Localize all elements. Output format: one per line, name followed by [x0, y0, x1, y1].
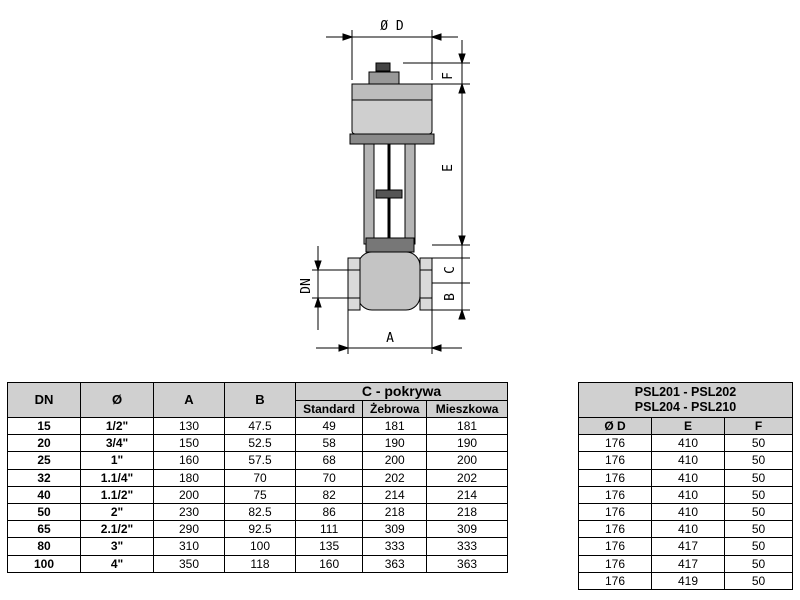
cell-c-mieszkowa: 200	[427, 452, 508, 469]
table-row	[579, 555, 793, 572]
cell-c-zebrowa: 190	[363, 435, 427, 452]
cell-phi: 1/2"	[81, 418, 154, 435]
table-row	[8, 469, 508, 486]
cell-b: 75	[225, 486, 296, 503]
dimensions-table	[7, 382, 508, 573]
cell-c-standard: 160	[296, 555, 363, 572]
cell-c-standard: 135	[296, 538, 363, 555]
table-row	[579, 452, 793, 469]
actuator-housing-shade	[352, 84, 432, 100]
cell-c-zebrowa: 333	[363, 538, 427, 555]
cell-c-standard: 70	[296, 469, 363, 486]
table-row	[8, 452, 508, 469]
cell-b: 47.5	[225, 418, 296, 435]
cell-d: 176	[579, 469, 652, 486]
table-row	[8, 486, 508, 503]
cell-f: 50	[725, 469, 793, 486]
cell-e: 410	[652, 435, 725, 452]
cell-dn: 80	[8, 538, 81, 555]
table-row	[579, 469, 793, 486]
cell-phi: 1.1/2"	[81, 486, 154, 503]
valve-body	[358, 252, 420, 310]
table-row	[579, 504, 793, 521]
cell-b: 118	[225, 555, 296, 572]
cell-b: 57.5	[225, 452, 296, 469]
cell-c-standard: 68	[296, 452, 363, 469]
cell-e: 410	[652, 486, 725, 503]
cell-d: 176	[579, 452, 652, 469]
col-phi-header: Ø	[81, 383, 154, 418]
bonnet	[366, 238, 414, 252]
cell-d: 176	[579, 555, 652, 572]
cell-phi: 2.1/2"	[81, 521, 154, 538]
stem-coupling	[376, 190, 402, 198]
cell-b: 52.5	[225, 435, 296, 452]
cell-b: 82.5	[225, 504, 296, 521]
cell-a: 290	[154, 521, 225, 538]
cell-c-zebrowa: 363	[363, 555, 427, 572]
cell-a: 160	[154, 452, 225, 469]
cell-c-mieszkowa: 202	[427, 469, 508, 486]
cell-a: 310	[154, 538, 225, 555]
label-c: C	[443, 266, 458, 274]
cell-c-mieszkowa: 214	[427, 486, 508, 503]
cell-c-standard: 82	[296, 486, 363, 503]
dim-d-arrow-left	[343, 34, 352, 40]
cell-c-zebrowa: 214	[363, 486, 427, 503]
col-c-zebrowa-header: Żebrowa	[363, 400, 427, 418]
cell-d: 176	[579, 435, 652, 452]
cell-c-zebrowa: 202	[363, 469, 427, 486]
cell-b: 100	[225, 538, 296, 555]
cell-dn: 25	[8, 452, 81, 469]
table-row	[579, 538, 793, 555]
cell-f: 50	[725, 486, 793, 503]
table-row	[579, 486, 793, 503]
cell-c-mieszkowa: 363	[427, 555, 508, 572]
label-dn: DN	[299, 278, 314, 294]
cell-phi: 4"	[81, 555, 154, 572]
cell-phi: 3/4"	[81, 435, 154, 452]
cell-e: 410	[652, 469, 725, 486]
cell-b: 92.5	[225, 521, 296, 538]
table-row	[8, 504, 508, 521]
cell-c-zebrowa: 218	[363, 504, 427, 521]
col-b-header: B	[225, 383, 296, 418]
cell-d: 176	[579, 486, 652, 503]
cell-d: 176	[579, 521, 652, 538]
cell-c-zebrowa: 181	[363, 418, 427, 435]
cell-phi: 1.1/4"	[81, 469, 154, 486]
table-row	[8, 435, 508, 452]
cell-dn: 40	[8, 486, 81, 503]
actuator-base	[350, 134, 434, 144]
table-row	[8, 538, 508, 555]
cell-f: 50	[725, 504, 793, 521]
cell-e: 410	[652, 504, 725, 521]
cell-f: 50	[725, 538, 793, 555]
cell-f: 50	[725, 521, 793, 538]
cell-dn: 15	[8, 418, 81, 435]
cell-c-mieszkowa: 309	[427, 521, 508, 538]
col-a-header: A	[154, 383, 225, 418]
actuator-table-title	[579, 383, 793, 418]
flange-left	[348, 258, 360, 310]
col-f-header: F	[725, 418, 793, 435]
cell-c-standard: 58	[296, 435, 363, 452]
cell-phi: 3"	[81, 538, 154, 555]
label-phi-d: Ø D	[380, 19, 404, 34]
cell-dn: 20	[8, 435, 81, 452]
cell-phi: 2"	[81, 504, 154, 521]
label-f: F	[441, 72, 456, 80]
cell-d: 176	[579, 504, 652, 521]
cell-c-mieszkowa: 333	[427, 538, 508, 555]
cell-dn: 100	[8, 555, 81, 572]
cell-a: 350	[154, 555, 225, 572]
cell-f: 50	[725, 452, 793, 469]
cell-e: 417	[652, 555, 725, 572]
actuator-knob	[376, 63, 390, 71]
table-row	[579, 435, 793, 452]
cell-f: 50	[725, 572, 793, 589]
label-a: A	[386, 331, 394, 346]
col-e-header: E	[652, 418, 725, 435]
cell-a: 150	[154, 435, 225, 452]
cell-a: 180	[154, 469, 225, 486]
table-row	[579, 572, 793, 589]
cell-c-zebrowa: 200	[363, 452, 427, 469]
cell-a: 200	[154, 486, 225, 503]
table-row	[8, 418, 508, 435]
cell-e: 410	[652, 521, 725, 538]
yoke-right	[405, 144, 415, 244]
cell-c-standard: 86	[296, 504, 363, 521]
cell-phi: 1"	[81, 452, 154, 469]
cell-dn: 65	[8, 521, 81, 538]
cell-c-standard: 49	[296, 418, 363, 435]
cell-c-zebrowa: 309	[363, 521, 427, 538]
cell-a: 230	[154, 504, 225, 521]
actuator-title-line2: PSL204 - PSL210	[634, 400, 737, 414]
cell-dn: 50	[8, 504, 81, 521]
cell-c-standard: 111	[296, 521, 363, 538]
cell-c-mieszkowa: 218	[427, 504, 508, 521]
cell-f: 50	[725, 435, 793, 452]
label-e: E	[441, 164, 456, 172]
cell-f: 50	[725, 555, 793, 572]
cell-e: 410	[652, 452, 725, 469]
col-c-group-header: C - pokrywa	[296, 383, 508, 401]
dim-d-arrow-right	[432, 34, 441, 40]
table-row	[8, 521, 508, 538]
table-row	[579, 521, 793, 538]
col-c-standard-header: Standard	[296, 400, 363, 418]
cell-dn: 32	[8, 469, 81, 486]
cell-e: 417	[652, 538, 725, 555]
flange-right	[420, 258, 432, 310]
cell-a: 130	[154, 418, 225, 435]
cell-b: 70	[225, 469, 296, 486]
cell-e: 419	[652, 572, 725, 589]
table-row	[8, 555, 508, 572]
yoke-left	[364, 144, 374, 244]
cell-c-mieszkowa: 190	[427, 435, 508, 452]
cell-d: 176	[579, 538, 652, 555]
col-d-header: Ø D	[579, 418, 652, 435]
actuator-table	[578, 382, 793, 590]
col-c-mieszkowa-header: Mieszkowa	[427, 400, 508, 418]
label-b: B	[443, 293, 458, 301]
col-dn-header: DN	[8, 383, 81, 418]
cell-c-mieszkowa: 181	[427, 418, 508, 435]
actuator-title-line1: PSL201 - PSL202	[634, 385, 737, 399]
cell-d: 176	[579, 572, 652, 589]
actuator-knob-base	[369, 72, 399, 84]
